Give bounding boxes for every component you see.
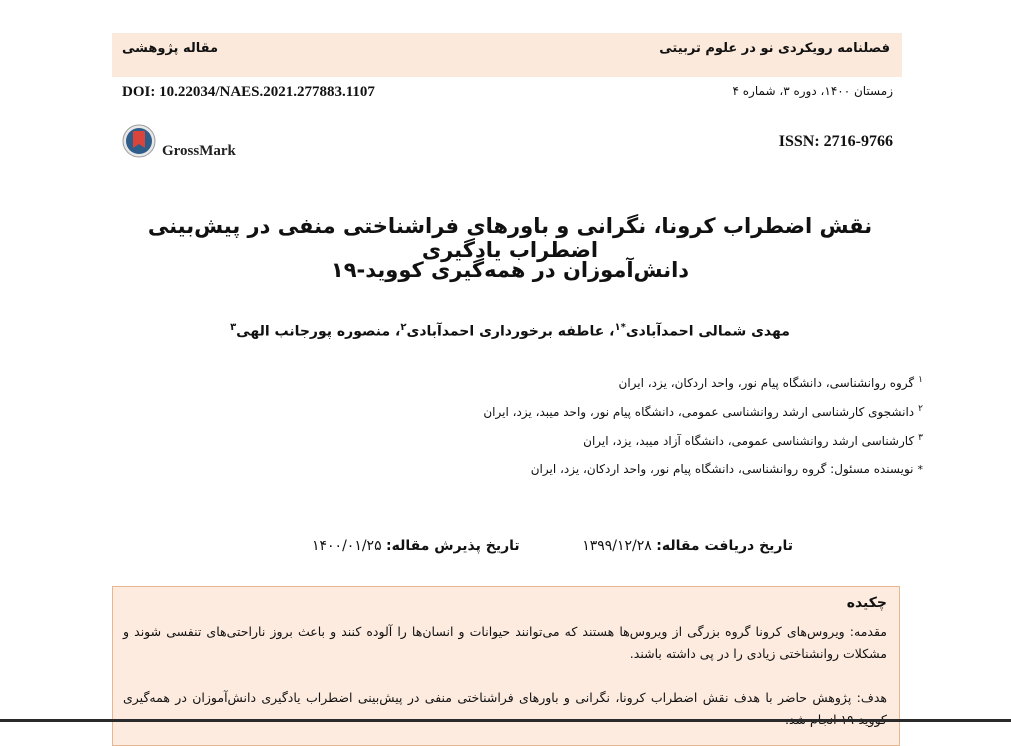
- affiliation-1: [619, 375, 924, 390]
- accepted-value: ۱۴۰۰/۰۱/۲۵: [312, 538, 382, 554]
- affiliation-mark: ۲: [918, 404, 923, 414]
- accepted-label: تاریخ پذیرش مقاله:: [386, 538, 520, 554]
- doi-text[interactable]: DOI: 10.22034/NAES.2021.277883.1107: [122, 84, 375, 100]
- abstract-intro: مقدمه: ویروس‌های کرونا گروه بزرگی از ویروس‌ها هستند که می‌توانند حیوانات و انسان‌ها را آلوده کنند و باعث بروز ناراحتی‌های تنفسی شوند و مشکلات روانشناختی زیادی را در پی داشته باشند.: [123, 624, 887, 661]
- authors-line: [110, 322, 910, 340]
- author-separator: ،: [390, 323, 401, 340]
- author-3: منصوره پورجانب الهی: [236, 323, 391, 340]
- journal-name: فصلنامه رویکردی نو در علوم تربیتی: [659, 41, 890, 56]
- crossmark-badge[interactable]: [122, 124, 282, 164]
- affiliation-3: [583, 433, 923, 448]
- affiliation-mark: ۱: [918, 375, 923, 385]
- affiliation-text: کارشناسی ارشد روانشناسی عمومی، دانشگاه آزاد میبد، یزد، ایران: [583, 434, 915, 448]
- article-title-line-1: نقش اضطراب کرونا، نگرانی و باورهای فراشناختی منفی در پیش‌بینی اضطراب یادگیری: [147, 214, 873, 262]
- abstract-heading: چکیده: [846, 595, 887, 611]
- crossmark-icon: [122, 124, 156, 158]
- affiliation-corresponding: [531, 462, 923, 476]
- abstract-goal: هدف: پژوهش حاضر با هدف نقش اضطراب کرونا، نگرانی و باورهای فراشناختی منفی در پیش‌بینی اضطراب یادگیری دانش‌آموزان در همه‌گیری: [123, 690, 887, 705]
- author-separator: ،: [604, 323, 615, 340]
- author-3-mark: ۳: [230, 322, 237, 333]
- author-2: عاطفه برخورداری احمدآبادی: [406, 323, 605, 340]
- issue-info: زمستان ۱۴۰۰، دوره ۳، شماره ۴: [732, 84, 893, 98]
- author-2-mark: ۲: [400, 322, 407, 333]
- received-label: تاریخ دریافت مقاله:: [656, 538, 793, 554]
- affiliation-text: گروه روانشناسی، دانشگاه پیام نور، واحد اردکان، یزد، ایران: [618, 376, 915, 390]
- affiliation-mark: ۳: [918, 433, 923, 443]
- author-1-mark: *۱: [614, 322, 626, 333]
- received-value: ۱۳۹۹/۱۲/۲۸: [582, 538, 652, 554]
- affiliation-text: دانشجوی کارشناسی ارشد روانشناسی عمومی، دانشگاه پیام نور، واحد میبد، یزد، ایران: [483, 405, 915, 419]
- crossmark-label: GrossMark: [162, 143, 236, 159]
- journal-header-band: [112, 33, 902, 77]
- affiliation-mark: *: [917, 463, 923, 476]
- accepted-date: [312, 538, 520, 554]
- issn-text: ISSN: 2716-9766: [778, 133, 893, 150]
- article-type: مقاله پژوهشی: [122, 41, 219, 56]
- abstract-box: [112, 586, 900, 746]
- author-1: مهدی شمالی احمدآبادی: [625, 323, 790, 340]
- affiliation-text: نویسنده مسئول: گروه روانشناسی، دانشگاه پیام نور، واحد اردکان، یزد، ایران: [530, 462, 914, 476]
- received-date: [582, 538, 793, 554]
- article-title-line-2: دانش‌آموزان در همه‌گیری کووید-۱۹: [330, 258, 690, 282]
- affiliation-2: [483, 404, 923, 419]
